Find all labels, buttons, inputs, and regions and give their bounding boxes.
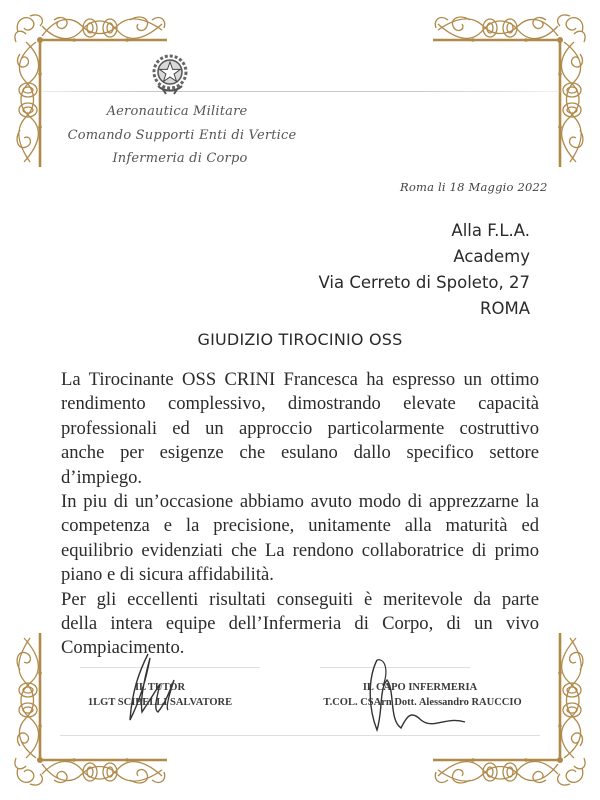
letter-date: Roma li 18 Maggio 2022: [400, 180, 548, 194]
capo-name: T.COL. CSArn Dott. Alessandro RAUCCIO: [323, 697, 522, 708]
tutor-role: IL TUTOR: [134, 682, 186, 693]
capo-role: IL CAPO INFERMERIA: [362, 682, 478, 693]
body-line: d’impiego.: [61, 466, 143, 488]
body-line: rendimento complessivo, dimostrando elevate capacità: [61, 393, 539, 415]
capo-handwritten-signature: [355, 650, 475, 740]
letterhead-line-2: Comando Supporti Enti di Vertice: [67, 128, 297, 143]
body-line: anche per esigenze che esulano dallo specifico settore: [61, 442, 539, 464]
recipient-line-1: Alla F.L.A.: [451, 221, 530, 240]
letterhead-line-1: Aeronautica Militare: [106, 104, 248, 119]
body-line: equilibrio evidenziati che La rendono collaboratrice di primo: [61, 539, 539, 561]
body-line: Per gli eccellenti risultati conseguiti è meritevole da parte: [61, 588, 539, 610]
body-line: La Tirocinante OSS CRINI Francesca ha espresso un ottimo: [61, 369, 539, 390]
letterhead-divider: [40, 91, 570, 92]
corner-ornament-top-right: [433, 12, 588, 167]
body-line: Compiacimento.: [61, 637, 185, 659]
letterhead-line-3: Infermeria di Corpo: [112, 151, 248, 166]
recipient-line-3: Via Cerreto di Spoleto, 27: [318, 273, 530, 292]
corner-ornament-top-left: [12, 12, 167, 167]
tutor-name: 1LGT SCIBELLI SALVATORE: [87, 697, 233, 708]
ornament-icon: [433, 12, 588, 167]
tutor-handwritten-signature: [110, 650, 200, 740]
body-line: professionali ed un approccio particolarmente costruttivo: [61, 417, 539, 439]
recipient-line-4: ROMA: [480, 299, 530, 318]
body-line: piano e di sicura affidabilità.: [61, 564, 274, 586]
recipient-line-2: Academy: [453, 247, 530, 266]
ornament-icon: [12, 12, 167, 167]
body-line: In piu di un’occasione abbiamo avuto modo di apprezzarne la: [61, 490, 539, 512]
italian-republic-emblem-icon: [148, 52, 192, 96]
document-title: GIUDIZIO TIROCINIO OSS: [197, 330, 403, 349]
body-line: della intera equipe dell’Infermeria di Corpo, di un vivo: [61, 612, 539, 634]
body-line: competenza e la precisione, unitamente alla maturità ed: [61, 515, 539, 537]
letter-body: [61, 368, 539, 661]
